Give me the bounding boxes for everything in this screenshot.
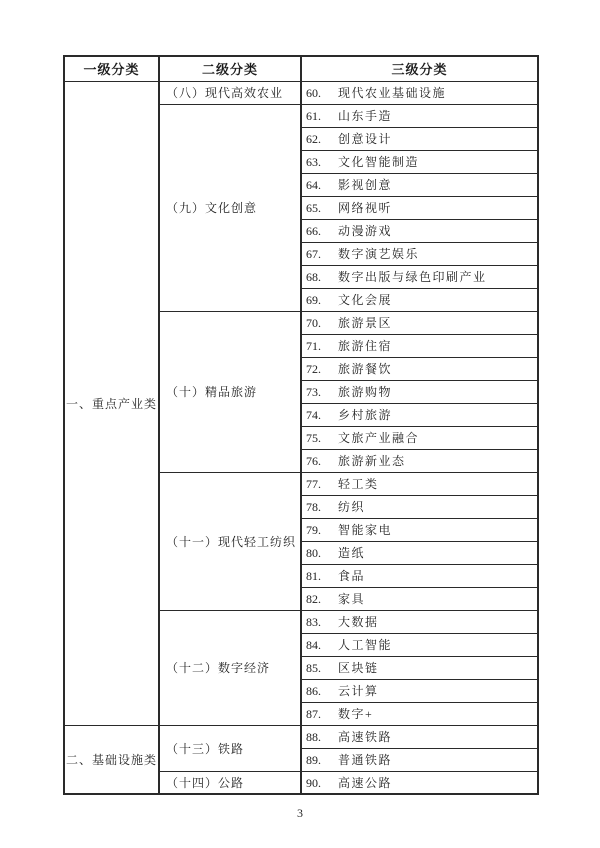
item-label: 高速公路 bbox=[338, 775, 393, 790]
level3-cell bbox=[301, 656, 538, 679]
level3-cell bbox=[301, 725, 538, 748]
level2-cell: （十一）现代轻工纺织 bbox=[159, 472, 301, 610]
item-number: 82. bbox=[306, 592, 321, 606]
level3-cell bbox=[301, 564, 538, 587]
level1-cell: 二、基础设施类 bbox=[64, 725, 159, 794]
item-label: 智能家电 bbox=[338, 523, 393, 537]
item-label: 文化会展 bbox=[338, 293, 393, 307]
item-label: 数字+ bbox=[338, 707, 374, 721]
header-level1: 一级分类 bbox=[64, 56, 159, 81]
header-level3: 三级分类 bbox=[301, 56, 538, 81]
level3-cell bbox=[301, 334, 538, 357]
level2-cell: （十二）数字经济 bbox=[159, 610, 301, 725]
page-number: 3 bbox=[297, 806, 303, 820]
item-number: 64. bbox=[306, 178, 321, 192]
level3-cell bbox=[301, 311, 538, 334]
level2-cell: （九）文化创意 bbox=[159, 104, 301, 311]
level3-cell bbox=[301, 127, 538, 150]
item-number: 83. bbox=[306, 615, 321, 629]
level3-cell bbox=[301, 150, 538, 173]
item-number: 66. bbox=[306, 224, 321, 238]
item-label: 旅游新业态 bbox=[338, 454, 406, 468]
level3-cell bbox=[301, 472, 538, 495]
item-label: 山东手造 bbox=[338, 109, 393, 123]
item-number: 70. bbox=[306, 316, 321, 330]
level3-cell bbox=[301, 265, 538, 288]
level2-cell: （八）现代高效农业 bbox=[159, 81, 301, 104]
item-label: 创意设计 bbox=[338, 132, 393, 146]
item-label: 文旅产业融合 bbox=[338, 431, 420, 445]
item-label: 普通铁路 bbox=[338, 753, 393, 767]
item-label: 现代农业基础设施 bbox=[338, 86, 447, 100]
level3-cell bbox=[301, 357, 538, 380]
item-label: 纺织 bbox=[338, 500, 366, 514]
level3-cell bbox=[301, 702, 538, 725]
level3-cell bbox=[301, 587, 538, 610]
item-label: 旅游景区 bbox=[338, 316, 393, 330]
table-row bbox=[64, 725, 538, 748]
item-number: 87. bbox=[306, 707, 321, 721]
item-number: 84. bbox=[306, 638, 321, 652]
item-number: 86. bbox=[306, 684, 321, 698]
level3-cell bbox=[301, 518, 538, 541]
item-label: 网络视听 bbox=[338, 201, 393, 215]
classification-table bbox=[63, 55, 539, 795]
item-label: 家具 bbox=[338, 592, 366, 606]
item-label: 乡村旅游 bbox=[338, 408, 393, 422]
level3-cell bbox=[301, 219, 538, 242]
item-label: 旅游餐饮 bbox=[338, 362, 393, 376]
header-row bbox=[64, 56, 538, 81]
level3-cell bbox=[301, 679, 538, 702]
item-number: 74. bbox=[306, 408, 321, 422]
item-label: 轻工类 bbox=[338, 477, 379, 491]
header-level2: 二级分类 bbox=[159, 56, 301, 81]
level3-cell bbox=[301, 288, 538, 311]
item-number: 79. bbox=[306, 523, 321, 537]
item-label: 造纸 bbox=[338, 546, 366, 560]
item-number: 90. bbox=[306, 775, 321, 790]
item-label: 区块链 bbox=[338, 661, 379, 675]
item-number: 73. bbox=[306, 385, 321, 399]
level3-cell bbox=[301, 541, 538, 564]
level3-cell bbox=[301, 242, 538, 265]
level3-cell bbox=[301, 380, 538, 403]
level3-cell bbox=[301, 633, 538, 656]
item-number: 63. bbox=[306, 155, 321, 169]
level3-cell bbox=[301, 495, 538, 518]
item-number: 61. bbox=[306, 109, 321, 123]
item-number: 67. bbox=[306, 247, 321, 261]
item-number: 72. bbox=[306, 362, 321, 376]
item-label: 动漫游戏 bbox=[338, 224, 393, 238]
level3-cell bbox=[301, 748, 538, 771]
item-number: 69. bbox=[306, 293, 321, 307]
item-label: 人工智能 bbox=[338, 638, 393, 652]
item-number: 81. bbox=[306, 569, 321, 583]
item-label: 大数据 bbox=[338, 615, 379, 629]
level3-cell bbox=[301, 403, 538, 426]
level3-cell bbox=[301, 449, 538, 472]
item-number: 77. bbox=[306, 477, 321, 491]
level3-cell bbox=[301, 81, 538, 104]
item-label: 高速铁路 bbox=[338, 730, 393, 744]
item-label: 旅游住宿 bbox=[338, 339, 393, 353]
level2-cell: （十三）铁路 bbox=[159, 725, 301, 771]
item-number: 65. bbox=[306, 201, 321, 215]
item-label: 影视创意 bbox=[338, 178, 393, 192]
item-number: 60. bbox=[306, 86, 321, 100]
item-number: 88. bbox=[306, 730, 321, 744]
level1-cell: 一、重点产业类 bbox=[64, 81, 159, 725]
item-label: 旅游购物 bbox=[338, 385, 393, 399]
item-number: 71. bbox=[306, 339, 321, 353]
level2-cell: （十）精品旅游 bbox=[159, 311, 301, 472]
level3-cell bbox=[301, 426, 538, 449]
item-label: 文化智能制造 bbox=[338, 155, 420, 169]
level3-cell bbox=[301, 610, 538, 633]
item-number: 76. bbox=[306, 454, 321, 468]
item-number: 80. bbox=[306, 546, 321, 560]
item-label: 数字出版与绿色印刷产业 bbox=[338, 270, 487, 284]
item-label: 云计算 bbox=[338, 684, 379, 698]
level3-cell bbox=[301, 173, 538, 196]
item-number: 89. bbox=[306, 753, 321, 767]
classification-table-body bbox=[64, 81, 538, 794]
item-number: 85. bbox=[306, 661, 321, 675]
item-label: 食品 bbox=[338, 569, 366, 583]
table-row bbox=[64, 81, 538, 104]
level3-cell bbox=[301, 104, 538, 127]
level2-cell: （十四）公路 bbox=[159, 771, 301, 794]
level3-cell bbox=[301, 196, 538, 219]
item-number: 68. bbox=[306, 270, 321, 284]
item-label: 数字演艺娱乐 bbox=[338, 247, 420, 261]
level3-cell bbox=[301, 771, 538, 794]
item-number: 62. bbox=[306, 132, 321, 146]
item-number: 78. bbox=[306, 500, 321, 514]
item-number: 75. bbox=[306, 431, 321, 445]
